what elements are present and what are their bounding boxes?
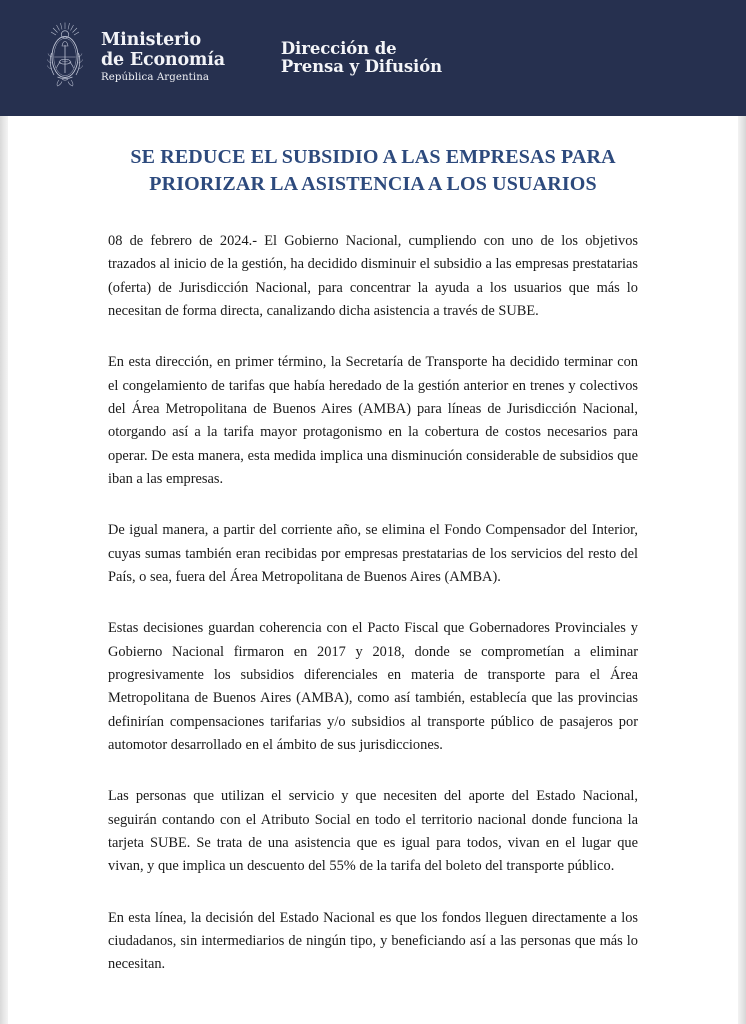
ministry-name-line-1: Ministerio <box>101 30 202 51</box>
division-wordmark <box>281 40 442 77</box>
paragraph: Las personas que utilizan el servicio y que necesiten del aporte del Estado Nacional, seguirán contando con el Atributo Social en todo el territorio nacional donde funciona la tarjeta SUBE. Se trata de una asistencia que es igual para todos, vivan en el lugar que vivan, y que implica un descuento del 55% de la tarifa del boleto del transporte público. <box>108 788 638 875</box>
paragraph: De igual manera, a partir del corriente año, se elimina el Fondo Compensador del Interior, cuyas sumas también eran recibidas por empresas prestatarias de los servicios del resto del País, o sea, fuera del Área Metropolitana de Buenos Aires (AMBA). <box>108 522 638 585</box>
paragraph: 08 de febrero de 2024.- El Gobierno Nacional, cumpliendo con uno de los objetivos trazados al inicio de la gestión, ha decidido disminuir el subsidio a las empresas prestatarias (oferta) de Jurisdicción Nacional, para concentrar la ayuda a los usuarios que más lo necesitan de forma directa, canalizando dicha asistencia a través de SUBE. <box>108 233 638 319</box>
ministry-country-label: República Argentina <box>101 72 210 84</box>
document-header-band <box>0 0 746 116</box>
page-title-line-1: SE REDUCE EL SUBSIDIO A LAS EMPRESAS PARA <box>130 146 616 168</box>
division-name-line-2: Prensa y Difusión <box>280 57 443 76</box>
brand-lockup <box>40 21 225 95</box>
press-release-body <box>108 198 638 977</box>
paragraph: En esta dirección, en primer término, la Secretaría de Transporte ha decidido terminar con el congelamiento de tarifas que había heredado de la gestión anterior en trenes y colectivos del Área Metropolitana de Buenos Aires (AMBA) para líneas de Jurisdicción Nacional, otorgando así a la tarifa mayor protagonismo en la cobertura de costos necesarios para operar. De esta manera, esta medida implica una disminución considerable de subsidios que iban a las empresas. <box>108 354 638 487</box>
argentina-coat-of-arms-icon <box>40 21 90 95</box>
paragraph: En esta línea, la decisión del Estado Nacional es que los fondos lleguen directamente a los ciudadanos, sin intermediarios de ningún tipo, y beneficiando así a las personas que más lo necesitan. <box>108 909 638 973</box>
document-sheet <box>8 116 738 1024</box>
page-title <box>108 144 638 198</box>
paragraph: Estas decisiones guardan coherencia con el Pacto Fiscal que Gobernadores Provinciales y Gobierno Nacional firmaron en 2017 y 2018, donde se comprometían a eliminar progresivamente los subsidios diferenciales en materia de transporte para el Área Metropolitana de Buenos Aires (AMBA), como así también, establecía que las provincias definirían compensaciones tarifarias y/o subsidios al transporte público de pasajeros por automotor desarrollado en el ámbito de sus jurisdicciones. <box>108 620 638 753</box>
ministry-wordmark <box>101 32 225 83</box>
page-left-edge-shadow <box>0 0 8 1024</box>
page-right-edge-shadow <box>738 0 746 1024</box>
ministry-name-line-2: de Economía <box>101 49 225 70</box>
division-name-line-1: Dirección de <box>280 38 397 58</box>
page-title-line-2: PRIORIZAR LA ASISTENCIA A LOS USUARIOS <box>149 173 597 195</box>
